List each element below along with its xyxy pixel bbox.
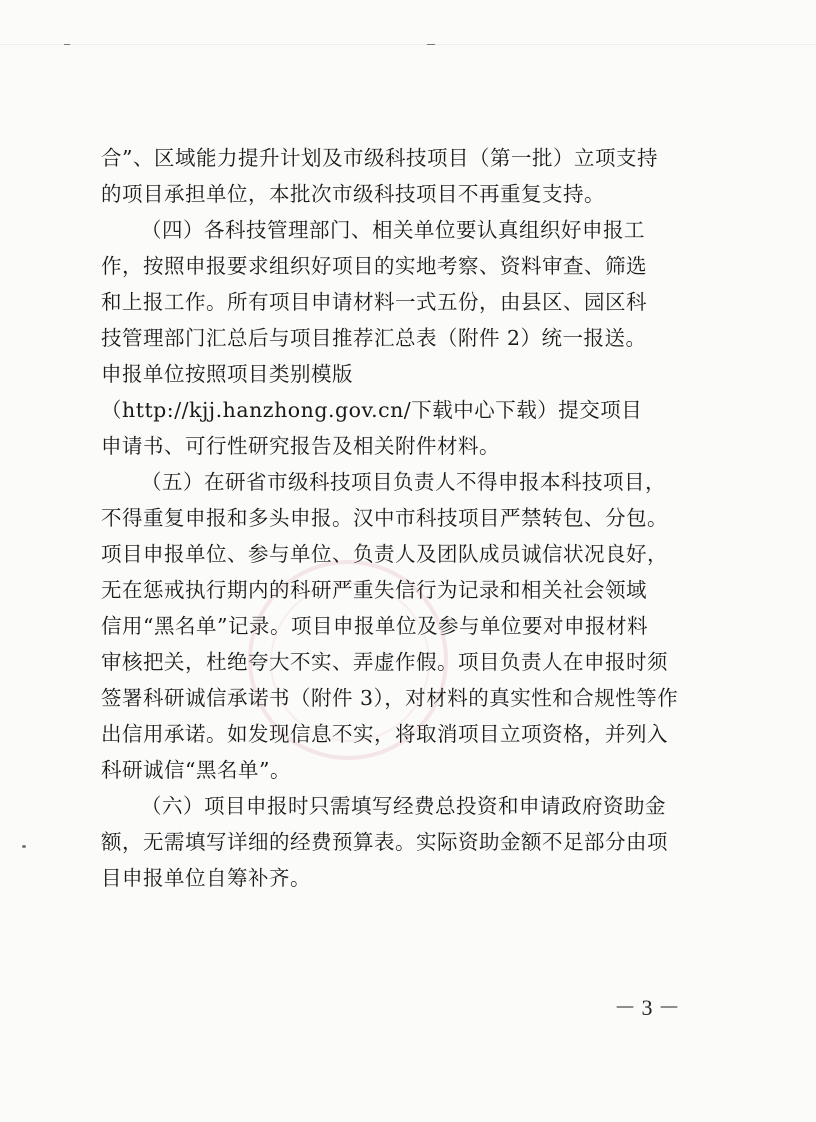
body-line-12: 项目申报单位、参与单位、负责人及团队成员诚信状况良好，	[101, 542, 668, 566]
body-line-15: 审核把关，杜绝夸大不实、弄虚作假。项目负责人在申报时须	[101, 650, 668, 674]
body-line-6: 技管理部门汇总后与项目推荐汇总表（附件 2）统一报送。	[101, 326, 647, 350]
body-line-20: 额，无需填写详细的经费预算表。实际资助金额不足部分由项	[101, 830, 668, 854]
body-line-14: 信用“黑名单”记录。项目申报单位及参与单位要对申报材料	[101, 614, 648, 638]
page-number: － 3 －	[614, 995, 681, 1020]
body-line-21: 目申报单位自筹补齐。	[101, 866, 311, 890]
body-line-18: 科研诚信“黑名单”。	[101, 758, 291, 782]
scan-speck	[64, 44, 70, 45]
scan-speck	[22, 845, 26, 848]
body-line-17: 出信用承诺。如发现信息不实，将取消项目立项资格，并列入	[101, 722, 668, 746]
body-line-13: 无在惩戒执行期内的科研严重失信行为记录和相关社会领域	[101, 578, 647, 602]
section-five-heading-line: （五）在研省市级科技项目负责人不得申报本科技项目，	[141, 470, 666, 494]
body-line-7: 申报单位按照项目类别模版	[101, 362, 353, 386]
download-url-line: （http://kjj.hanzhong.gov.cn/下载中心下载）提交项目	[101, 398, 643, 422]
body-line-11: 不得重复申报和多头申报。汉中市科技项目严禁转包、分包。	[101, 506, 668, 530]
body-line-2: 的项目承担单位，本批次市级科技项目不再重复支持。	[101, 182, 605, 206]
body-line-5: 和上报工作。所有项目申请材料一式五份，由县区、园区科	[101, 290, 647, 314]
section-four-heading-line: （四）各科技管理部门、相关单位要认真组织好申报工	[141, 218, 645, 242]
body-line-1: 合”、区域能力提升计划及市级科技项目（第一批）立项支持	[101, 146, 658, 170]
body-line-4: 作，按照申报要求组织好项目的实地考察、资料审查、筛选	[101, 254, 647, 278]
scan-speck	[427, 44, 435, 45]
body-line-16: 签署科研诚信承诺书（附件 3），对材料的真实性和合规性等作	[101, 686, 679, 710]
body-line-9: 申请书、可行性研究报告及相关附件材料。	[101, 434, 500, 458]
section-six-heading-line: （六）项目申报时只需填写经费总投资和申请政府资助金	[141, 794, 666, 818]
scan-artifact	[0, 44, 816, 45]
